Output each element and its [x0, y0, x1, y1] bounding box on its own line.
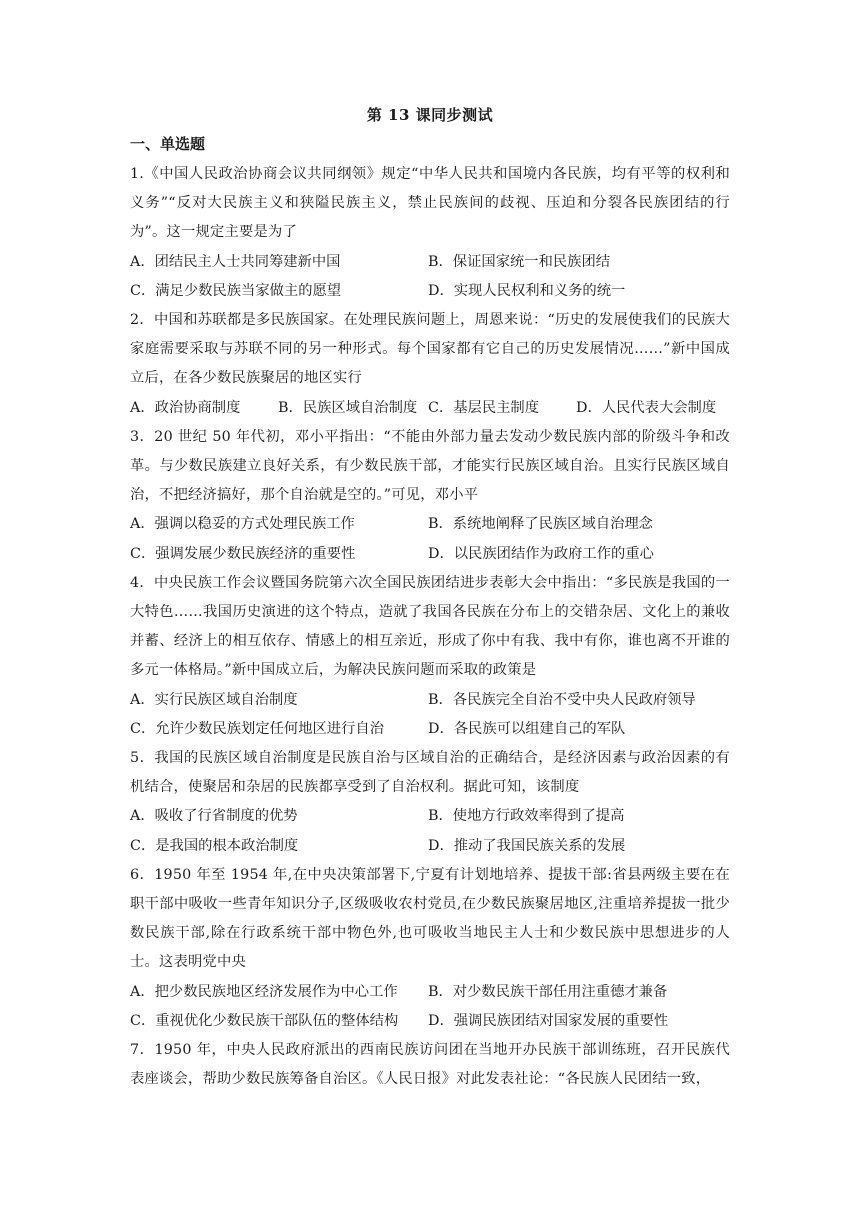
option-c: C．基层民主制度	[428, 399, 540, 416]
option-a: A．吸收了行省制度的优势	[130, 808, 298, 825]
options	[130, 686, 730, 744]
option-b: B．使地方行政效率得到了提高	[428, 808, 625, 825]
question-stem: 2．中国和苏联都是多民族国家。在处理民族问题上，周恩来说：“历史的发展使我们的民族大家庭需要采取与苏联不同的另一种形式。每个国家都有它自己的历史发展情况……”新中国成立后，在各少数民族聚居的地区实行	[130, 312, 730, 387]
option-c: C．是我国的根本政治制度	[130, 837, 299, 854]
options	[130, 248, 730, 306]
question-1	[130, 160, 730, 306]
option-c: C．强调发展少数民族经济的重要性	[130, 545, 356, 562]
question-stem: 5．我国的民族区域自治制度是民族自治与区域自治的正确结合，是经济因素与政治因素的有机结合，使聚居和杂居的民族都享受到了自治权利。据此可知，该制度	[130, 750, 730, 796]
option-d: D．强调民族团结对国家发展的重要性	[428, 1012, 669, 1029]
option-a: A．实行民族区域自治制度	[130, 691, 298, 708]
question-3	[130, 423, 730, 569]
question-6	[130, 861, 730, 1036]
options	[130, 802, 730, 860]
option-c: C．满足少数民族当家做主的愿望	[130, 282, 342, 299]
option-d: D．人民代表大会制度	[576, 399, 717, 416]
option-d: D．实现人民权利和义务的统一	[428, 282, 626, 299]
question-stem: 7．1950 年，中央人民政府派出的西南民族访问团在当地开办民族干部训练班，召开民族代表座谈会，帮助少数民族筹备自治区。《人民日报》对此发表社论：“各民族人民团结一致，	[130, 1042, 730, 1088]
option-b: B．系统地阐释了民族区域自治理念	[428, 516, 653, 533]
option-b: B．保证国家统一和民族团结	[428, 253, 611, 270]
page-title: 第 13 课同步测试	[366, 106, 494, 124]
option-a: A．把少数民族地区经济发展作为中心工作	[130, 983, 398, 1000]
question-2	[130, 306, 730, 423]
options	[130, 978, 730, 1036]
option-d: D．以民族团结作为政府工作的重心	[428, 545, 654, 562]
question-stem: 3．20 世纪 50 年代初，邓小平指出：“不能由外部力量去发动少数民族内部的阶级斗争和改革。与少数民族建立良好关系，有少数民族干部，才能实行民族区域自治。且实行民族区域自治，不把经济搞好，那个自治就是空的。”可见，邓小平	[130, 428, 730, 504]
option-a: A．团结民主人士共同筹建新中国	[130, 253, 341, 270]
option-b: B．对少数民族干部任用注重德才兼备	[428, 983, 668, 1000]
option-a: A．强调以稳妥的方式处理民族工作	[130, 516, 355, 533]
options	[130, 394, 730, 423]
option-c: C．允许少数民族划定任何地区进行自治	[130, 720, 384, 737]
option-c: C．重视优化少数民族干部队伍的整体结构	[130, 1012, 399, 1029]
option-d: D．各民族可以组建自己的军队	[428, 720, 626, 737]
question-5	[130, 744, 730, 861]
option-b: B．民族区域自治制度	[278, 399, 418, 416]
question-list	[130, 160, 730, 1095]
option-d: D．推动了我国民族关系的发展	[428, 837, 626, 854]
question-stem: 6．1950 年至 1954 年,在中央决策部署下,宁夏有计划地培养、提拔干部:省县两级主要在在职干部中吸收一些青年知识分子,区级吸收农村党员,在少数民族聚居地区,注重培养提拔一批少数民族干部,除在行政系统干部中物色外,也可吸收当地民主人士和少数民族中思想进步的人士。这表明党中央	[130, 866, 730, 971]
question-stem: 1.《中国人民政治协商会议共同纲领》规定“中华人民共和国境内各民族，均有平等的权利和义务”“反对大民族主义和狭隘民族主义，禁止民族间的歧视、压迫和分裂各民族团结的行为”。这一规定主要是为了	[130, 166, 730, 241]
question-7	[130, 1036, 730, 1094]
options	[130, 510, 730, 568]
option-a: A．政治协商制度	[130, 399, 241, 416]
question-stem: 4．中央民族工作会议暨国务院第六次全国民族团结进步表彰大会中指出：“多民族是我国的一大特色……我国历史演进的这个特点，造就了我国各民族在分布上的交错杂居、文化上的兼收并蓄、经济上的相互依存、情感上的相互亲近，形成了你中有我、我中有你，谁也离不开谁的多元一体格局。”新中国成立后，为解决民族问题而采取的政策是	[130, 574, 730, 679]
question-4	[130, 569, 730, 744]
option-b: B．各民族完全自治不受中央人民政府领导	[428, 691, 696, 708]
section-heading: 一、单选题	[130, 135, 206, 153]
